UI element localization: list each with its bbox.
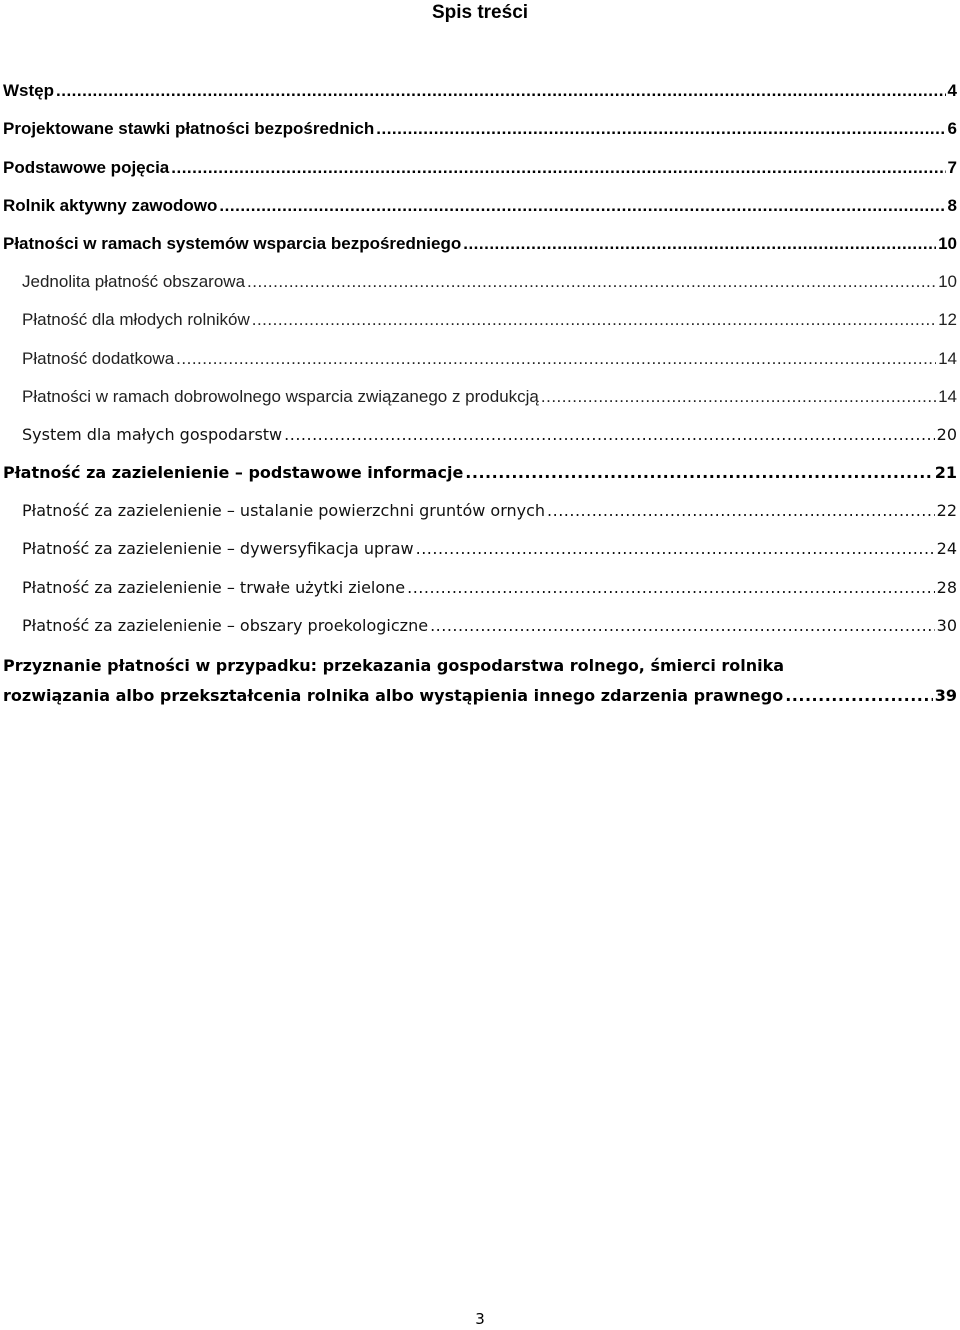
toc-entry-page: 7 xyxy=(947,157,957,177)
dot-leader xyxy=(284,425,935,445)
toc-entry-label-line2: rozwiązania albo przekształcenia rolnika albo wystąpienia innego zdarzenia prawnego xyxy=(3,685,784,705)
toc-entry-page: 14 xyxy=(938,386,957,406)
toc-entry-mlodzi-rolnicy[interactable] xyxy=(0,302,960,340)
dot-leader xyxy=(176,349,936,369)
toc-entry-zazielenienie-tuz[interactable] xyxy=(0,569,960,607)
table-of-contents xyxy=(0,73,960,714)
toc-entry-jednolita-platnosc[interactable] xyxy=(0,264,960,302)
toc-entry-page: 20 xyxy=(936,424,957,444)
toc-entry-rolnik-aktywny[interactable] xyxy=(0,188,960,226)
toc-entry-projektowane-stawki[interactable] xyxy=(0,111,960,149)
toc-entry-zazielenienie-dywersyfikacja[interactable] xyxy=(0,531,960,569)
dot-leader xyxy=(247,272,936,292)
dot-leader xyxy=(463,234,936,254)
toc-entry-page: 4 xyxy=(947,81,957,101)
page-number: 3 xyxy=(475,1310,485,1328)
toc-entry-label: System dla małych gospodarstw xyxy=(22,424,283,444)
toc-entry-page: 21 xyxy=(934,463,957,483)
toc-entry-podstawowe-pojecia[interactable] xyxy=(0,149,960,187)
toc-entry-label: Płatności w ramach dobrowolnego wsparcia związanego z produkcją xyxy=(22,386,539,406)
toc-entry-label-line1: Przyznanie płatności w przypadku: przekazania gospodarstwa rolnego, śmierci rolnika xyxy=(3,655,785,675)
dot-leader xyxy=(407,578,935,598)
toc-entry-label: Płatność za zazielenienie – dywersyfikacja upraw xyxy=(22,539,414,559)
toc-entry-label: Płatność za zazielenienie – ustalanie powierzchni gruntów ornych xyxy=(22,501,546,521)
toc-entry-przyznanie-platnosci[interactable] xyxy=(0,646,960,714)
dot-leader xyxy=(430,616,935,636)
toc-entry-page: 14 xyxy=(938,348,957,368)
toc-entry-label: Płatność za zazielenienie – trwałe użytki zielone xyxy=(22,577,406,597)
toc-entry-label: Płatność za zazielenienie – podstawowe informacje xyxy=(3,463,464,483)
toc-entry-label: Podstawowe pojęcia xyxy=(3,157,170,177)
toc-entry-page: 39 xyxy=(934,685,957,705)
toc-entry-page: 8 xyxy=(947,195,957,215)
toc-entry-zazielenienie-podstawowe[interactable] xyxy=(0,455,960,493)
dot-leader xyxy=(465,463,932,483)
page-title: Spis treści xyxy=(431,2,529,23)
dot-leader xyxy=(785,686,933,706)
dot-leader xyxy=(416,539,935,559)
toc-entry-label: Płatność za zazielenienie – obszary proekologiczne xyxy=(22,615,429,635)
toc-entry-label: Płatność dodatkowa xyxy=(22,348,175,368)
toc-entry-label: Rolnik aktywny zawodowo xyxy=(3,195,218,215)
toc-entry-page: 12 xyxy=(938,310,957,330)
dot-leader xyxy=(376,119,945,139)
toc-entry-wstep[interactable] xyxy=(0,73,960,111)
dot-leader xyxy=(56,81,946,101)
dot-leader xyxy=(547,501,935,521)
toc-entry-zazielenienie-grunty-orne[interactable] xyxy=(0,493,960,531)
toc-entry-label: Wstęp xyxy=(3,81,54,101)
toc-entry-page: 30 xyxy=(936,615,957,635)
toc-entry-platnosci-systemow[interactable] xyxy=(0,226,960,264)
toc-entry-label: Jednolita płatność obszarowa xyxy=(22,272,246,292)
toc-entry-page: 22 xyxy=(936,501,957,521)
dot-leader xyxy=(541,387,936,407)
toc-entry-page: 6 xyxy=(947,119,957,139)
toc-entry-page: 10 xyxy=(938,272,957,292)
toc-entry-page: 28 xyxy=(936,577,957,597)
toc-entry-dobrowolne-wsparcie[interactable] xyxy=(0,379,960,417)
toc-entry-page: 10 xyxy=(938,233,957,253)
dot-leader xyxy=(171,158,945,178)
toc-entry-zazielenienie-obszary[interactable] xyxy=(0,608,960,646)
toc-entry-page: 24 xyxy=(936,539,957,559)
toc-entry-label: Płatności w ramach systemów wsparcia bezpośredniego xyxy=(3,233,462,253)
dot-leader xyxy=(219,196,945,216)
toc-entry-label: Projektowane stawki płatności bezpośrednich xyxy=(3,119,375,139)
dot-leader xyxy=(252,310,936,330)
toc-entry-label: Płatność dla młodych rolników xyxy=(22,310,250,330)
toc-entry-platnosc-dodatkowa[interactable] xyxy=(0,340,960,378)
toc-entry-male-gospodarstwa[interactable] xyxy=(0,417,960,455)
